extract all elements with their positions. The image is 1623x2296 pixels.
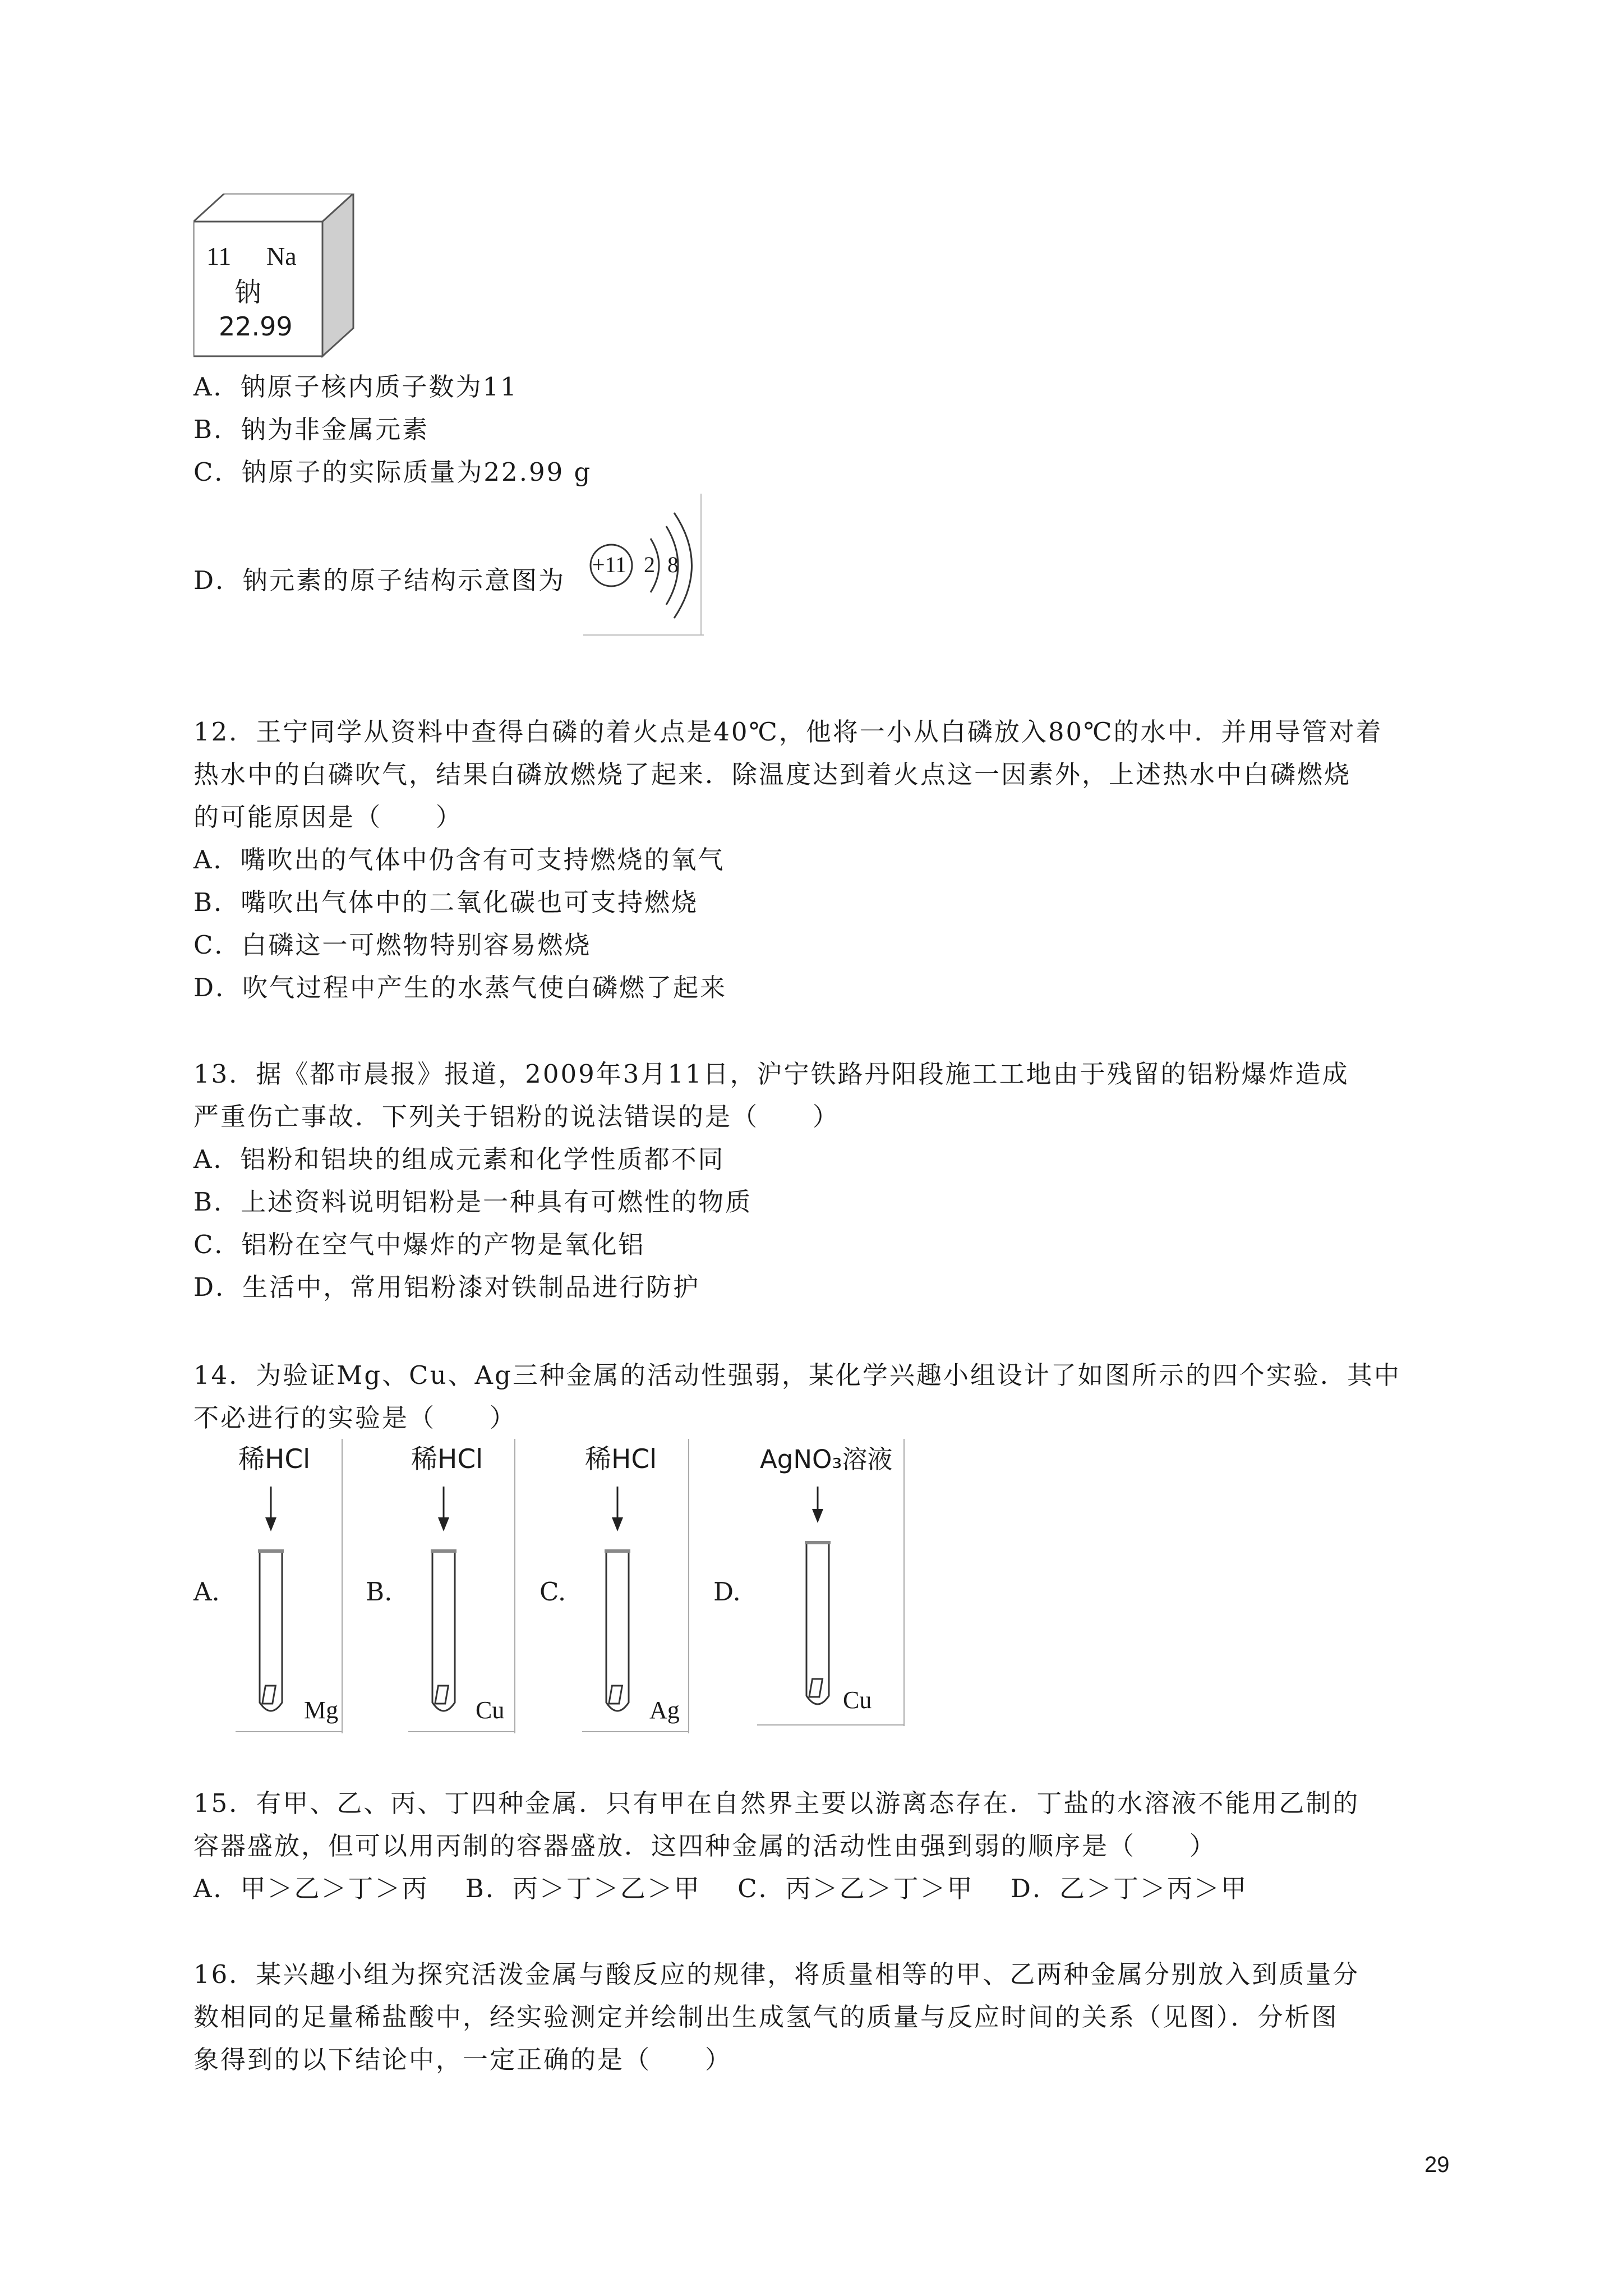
q14-d-reagent: AgNO₃溶液 [760, 1444, 893, 1474]
q15-line-1: 15．有甲、乙、丙、丁四种金属．只有甲在自然界主要以游离态存在．丁盐的水溶液不能用乙制的 [193, 1788, 1360, 1818]
q14-option-b-letter: B. [366, 1577, 393, 1607]
q14-a-metal: Mg [304, 1696, 339, 1724]
q11-option-b: B．钠为非金属元素 [193, 415, 430, 444]
element-symbol: Na [266, 242, 297, 270]
q16-line-2: 数相同的足量稀盐酸中，经实验测定并绘制出生成氢气的质量与反应时间的关系（见图）．分析图 [193, 2002, 1339, 2032]
q13-option-a: A．铝粉和铝块的组成元素和化学性质都不同 [193, 1144, 725, 1174]
q11-option-a: A．钠原子核内质子数为11 [193, 372, 518, 402]
q13-option-c: C．铝粉在空气中爆炸的产物是氧化铝 [193, 1230, 645, 1259]
q15-line-2: 容器盛放，但可以用丙制的容器盛放．这四种金属的活动性由强到弱的顺序是（ ） [193, 1831, 1217, 1861]
atom-nucleus-label: +11 [592, 552, 627, 577]
q14-option-c-letter: C. [540, 1577, 566, 1607]
q12-line-1: 12．王宁同学从资料中查得白磷的着火点是40℃，他将一小从白磷放入80℃的水中．并用导管对着 [193, 717, 1383, 747]
page-number: 29 [1424, 2152, 1450, 2177]
q14-c-reagent: 稀HCl [585, 1444, 657, 1475]
q14-d-test-tube-diagram [757, 1439, 909, 1731]
q14-line-2: 不必进行的实验是（ ） [193, 1403, 517, 1433]
q16-line-3: 象得到的以下结论中，一定正确的是（ ） [193, 2045, 732, 2074]
element-name: 钠 [234, 277, 262, 308]
q14-a-test-tube-diagram [236, 1439, 348, 1736]
q11-option-c: C．钠原子的实际质量为22.99 g [193, 457, 592, 487]
q13-option-b: B．上述资料说明铝粉是一种具有可燃性的物质 [193, 1187, 753, 1217]
q16-line-1: 16．某兴趣小组为探究活泼金属与酸反应的规律，将质量相等的甲、乙两种金属分别放入到质量分 [193, 1959, 1360, 1989]
q14-line-1: 14．为验证Mg、Cu、Ag三种金属的活动性强弱，某化学兴趣小组设计了如图所示的四个实验．其中 [193, 1360, 1401, 1390]
atom-shell2-count: 8 [667, 552, 679, 577]
q15-options: A．甲＞乙＞丁＞丙 B．丙＞丁＞乙＞甲 C．丙＞乙＞丁＞甲 D．乙＞丁＞丙＞甲 [193, 1874, 1248, 1903]
q12-line-3: 的可能原因是（ ） [193, 802, 463, 832]
atom-shell1-count: 2 [644, 552, 655, 577]
q14-b-test-tube-diagram [408, 1439, 520, 1736]
q13-option-d: D．生活中，常用铝粉漆对铁制品进行防护 [193, 1272, 700, 1302]
q14-b-reagent: 稀HCl [411, 1444, 483, 1475]
q12-option-d: D．吹气过程中产生的水蒸气使白磷燃了起来 [193, 973, 727, 1002]
q14-option-a-letter: A. [193, 1577, 220, 1607]
q12-option-a: A．嘴吹出的气体中仍含有可支持燃烧的氧气 [193, 845, 725, 875]
q14-c-metal: Ag [649, 1696, 680, 1724]
element-number: 11 [206, 242, 232, 270]
q14-d-metal: Cu [843, 1686, 872, 1714]
q14-a-reagent: 稀HCl [238, 1444, 311, 1475]
q13-line-2: 严重伤亡事故．下列关于铝粉的说法错误的是（ ） [193, 1102, 840, 1131]
q12-line-2: 热水中的白磷吹气，结果白磷放燃烧了起来．除温度达到着火点这一因素外，上述热水中白磷燃烧 [193, 760, 1352, 789]
q11-option-d: D．钠元素的原子结构示意图为 [193, 565, 566, 595]
q13-line-1: 13．据《都市晨报》报道，2009年3月11日，沪宁铁路丹阳段施工工地由于残留的铝粉爆炸造成 [193, 1059, 1349, 1089]
q14-c-test-tube-diagram [582, 1439, 694, 1736]
q14-b-metal: Cu [476, 1696, 505, 1724]
q12-option-b: B．嘴吹出气体中的二氧化碳也可支持燃烧 [193, 887, 699, 917]
q14-option-d-letter: D. [713, 1577, 741, 1607]
element-mass: 22.99 [219, 311, 293, 342]
q12-option-c: C．白磷这一可燃物特别容易燃烧 [193, 930, 592, 960]
